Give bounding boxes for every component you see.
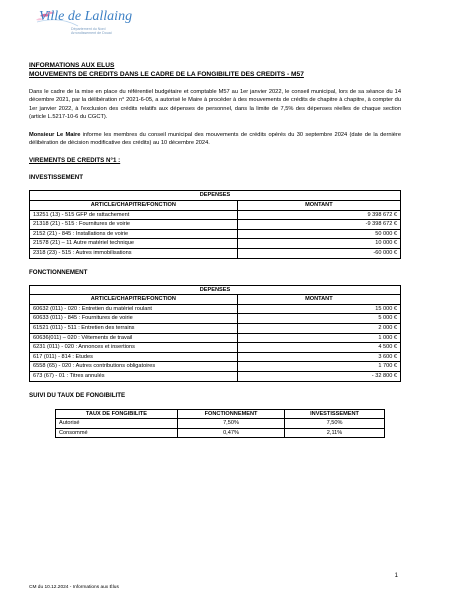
page-number: 1 <box>394 573 398 579</box>
maire-text: informe les membres du conseil municipal des mouvements de crédits opérés du 30 septembre 2024 (date de la dernière délibération de décision modificative des crédits) au 10 décembre 2024. <box>29 131 401 147</box>
fongibilite-table <box>55 409 385 439</box>
logo-subtitle: Département du Nord Arrondissement de Douai <box>71 27 112 36</box>
logo-text: Ville de Lallaing <box>39 9 133 24</box>
fonctionnement-heading: FONCTIONNEMENT <box>29 268 88 276</box>
column-header: MONTANT <box>237 295 400 305</box>
maire-label: Monsieur Le Maire <box>29 131 81 138</box>
table-row: 21318 (21) - 515 : Fournitures de voirie -9 398 672 € <box>30 220 401 230</box>
suivi-heading: SUIVI DU TAUX DE FONGIBILITE <box>29 391 126 399</box>
table-row: 6231 (011) - 020 : Annonces et insertions 4 500 € <box>30 343 401 353</box>
table-row: 13251 (13) - 515 GFP de rattachement 9 398 672 € <box>30 210 401 220</box>
table-row: Consommé 0,47% 2,11% <box>56 428 385 438</box>
column-header: INVESTISSEMENT <box>285 409 385 419</box>
intro-paragraph: Dans le cadre de la mise en place du référentiel budgétaire et comptable M57 au 1er janvier 2022, le conseil municipal, lors de sa séance du 14 décembre 2021, par la délibération n° 2021-6-05, a autorisé le Maire à procéder à des mouvements de crédits de chapitre à chapitre, à compter du 1er janvier 2022, à l'exclusion des crédits relatifs aux dépenses de personnel, dans la limite de 7,5% des dépenses réelles de chaque section (article L.5217-10-6 du CGCT). <box>29 89 401 121</box>
table-row: 60633 (011) - 845 : Fournitures de voirie 5 000 € <box>30 314 401 324</box>
table-row: 6558 (65) - 020 : Autres contributions obligatoires 1 700 € <box>30 362 401 372</box>
column-header: FONCTIONNEMENT <box>177 409 284 419</box>
maire-paragraph <box>29 131 401 148</box>
footer-text: CM du 10.12.2024 - Informations aux Élus <box>29 585 119 590</box>
investissement-heading: INVESTISSEMENT <box>29 174 83 182</box>
table-row: 2152 (21) - 845 : Installations de voirie 50 000 € <box>30 229 401 239</box>
table-row: 60636(011) – 020 : Vêtements de travail 1 000 € <box>30 333 401 343</box>
title-line-2: MOUVEMENTS DE CREDITS DANS LE CADRE DE LA FONGIBILITE DES CREDITS - M57 <box>29 71 304 78</box>
table-row: 673 (67) - 01 : Titres annulés - 32 800 € <box>30 371 401 381</box>
column-header: TAUX DE FONGIBILITE <box>56 409 178 419</box>
column-header: ARTICLE/CHAPITRE/FONCTION <box>30 201 238 211</box>
table-row: 60632 (011) - 020 : Entretien du matériel roulant 15 000 € <box>30 304 401 314</box>
column-header: ARTICLE/CHAPITRE/FONCTION <box>30 295 238 305</box>
table-row: 2318 (23) - 515 : Autres immobilisations -60 000 € <box>30 249 401 259</box>
table-row: 61521 (011) - 511 : Entretien des terrains 2 000 € <box>30 323 401 333</box>
column-header: MONTANT <box>237 201 400 211</box>
table-row: 617 (011) - 814 : Etudes 3 600 € <box>30 352 401 362</box>
table-row: Autorisé 7,50% 7,50% <box>56 419 385 429</box>
virements-heading: VIREMENTS DE CREDITS N°1 : <box>29 157 121 165</box>
investissement-table <box>29 190 401 258</box>
table-title: DEPENSES <box>30 285 401 295</box>
table-title: DEPENSES <box>30 191 401 201</box>
title-line-1: INFORMATIONS AUX ELUS <box>29 62 115 69</box>
fonctionnement-table <box>29 285 401 382</box>
table-row: 21578 (21) – 11 Autre matériel technique 10 000 € <box>30 239 401 249</box>
document-body <box>29 61 401 438</box>
